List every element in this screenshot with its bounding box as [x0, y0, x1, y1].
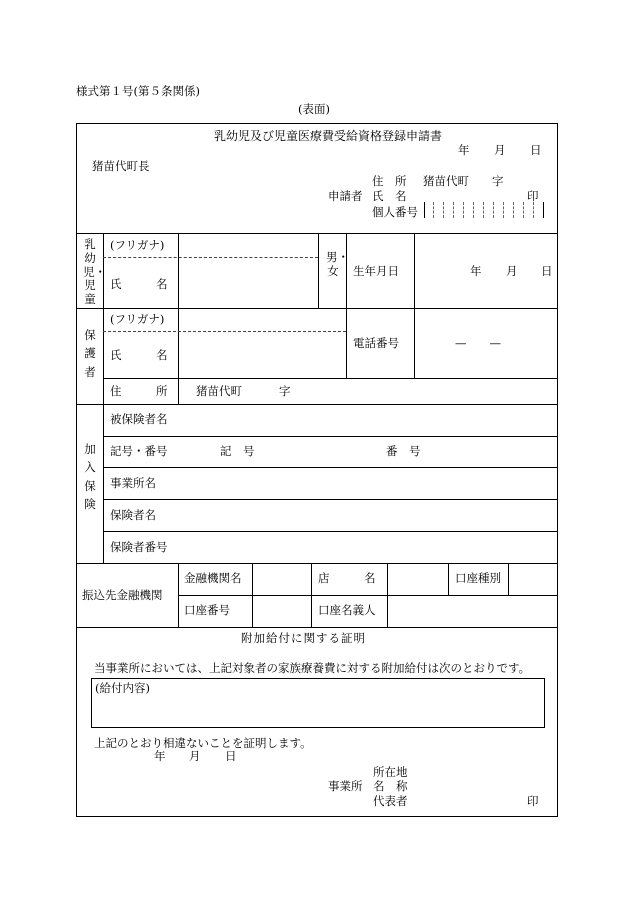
number-label: 番 号 [386, 444, 421, 458]
guardian-name-label: 氏 名 [110, 348, 168, 362]
certifier-office-label: 事業所 [328, 779, 363, 793]
symbol-label: 記 号 [220, 444, 255, 458]
applicant-address-value: 猪苗代町 [423, 174, 469, 188]
office-name-label: 名 称 [373, 779, 408, 793]
certificate-statement: 当事業所においては、上記対象者の家族療養費に対する附加給付は次のとおりです。 [94, 661, 531, 675]
applicant-aza: 字 [492, 174, 504, 188]
certificate-title: 附加給付に関する証明 [241, 631, 366, 645]
insured-name-label: 被保険者名 [110, 412, 168, 426]
guardian-section-label: 保護者 [84, 328, 96, 379]
side-label: (表面) [298, 102, 330, 116]
guardian-furigana-label: (フリガナ) [110, 312, 165, 326]
insurance-section-label: 加入保険 [84, 442, 96, 512]
child-birth-year: 年 [470, 264, 482, 278]
application-date-year: 年 [458, 143, 470, 157]
applicant-seal: 印 [527, 189, 539, 203]
guardian-address-value[interactable]: 猪苗代町 [196, 384, 242, 398]
office-location-label: 所在地 [373, 765, 408, 779]
child-furigana-label: (フリガナ) [110, 238, 165, 252]
institution-label: 金融機関名 [184, 571, 242, 585]
mynumber-label: 個人番号 [372, 205, 418, 219]
child-sex-label[interactable]: 男・女 [326, 250, 349, 278]
addressee: 猪苗代町長 [92, 159, 150, 173]
representative-label: 代表者 [373, 794, 408, 808]
mynumber-boxes[interactable] [424, 202, 544, 218]
certificate-day: 日 [225, 749, 237, 763]
bank-section-label: 振込先金融機関 [82, 588, 163, 602]
form-label: 様式第１号(第５条関係) [76, 84, 200, 98]
account-type-label: 口座種別 [455, 571, 501, 585]
office-label: 事業所名 [110, 476, 156, 490]
child-birth-label: 生年月日 [353, 264, 399, 278]
branch-label: 店 名 [318, 571, 376, 585]
guardian-address-label: 住 所 [110, 384, 168, 398]
benefit-content-label: (給付内容) [95, 681, 150, 695]
account-number-label: 口座番号 [184, 603, 230, 617]
guardian-aza: 字 [279, 384, 291, 398]
guardian-phone-value[interactable]: — — [455, 336, 501, 350]
child-furigana-field[interactable] [180, 236, 316, 256]
application-title: 乳幼児及び児童医療費受給資格登録申請書 [214, 129, 443, 143]
applicant-address-label: 住 所 [372, 174, 407, 188]
benefit-content-box[interactable] [91, 678, 545, 728]
account-holder-label: 口座名義人 [318, 603, 376, 617]
applicant-label: 申請者 [328, 189, 363, 203]
child-birth-month: 月 [506, 264, 518, 278]
child-name-field[interactable] [180, 260, 316, 306]
certificate-closing: 上記のとおり相違ないことを証明します。 [94, 736, 312, 750]
symbol-number-label: 記号・番号 [110, 444, 168, 458]
applicant-name-label: 氏 名 [372, 189, 407, 203]
certificate-year: 年 [154, 749, 166, 763]
certificate-seal: 印 [527, 794, 539, 808]
application-date-month: 月 [494, 143, 506, 157]
certificate-month: 月 [189, 749, 201, 763]
guardian-phone-label: 電話番号 [353, 336, 399, 350]
child-birth-day: 日 [541, 264, 553, 278]
insurer-name-label: 保険者名 [110, 508, 156, 522]
application-date-day: 日 [530, 143, 542, 157]
child-name-label: 氏 名 [110, 277, 168, 291]
child-section-label: 乳幼児・児童 [83, 237, 106, 307]
insurer-number-label: 保険者番号 [110, 540, 168, 554]
